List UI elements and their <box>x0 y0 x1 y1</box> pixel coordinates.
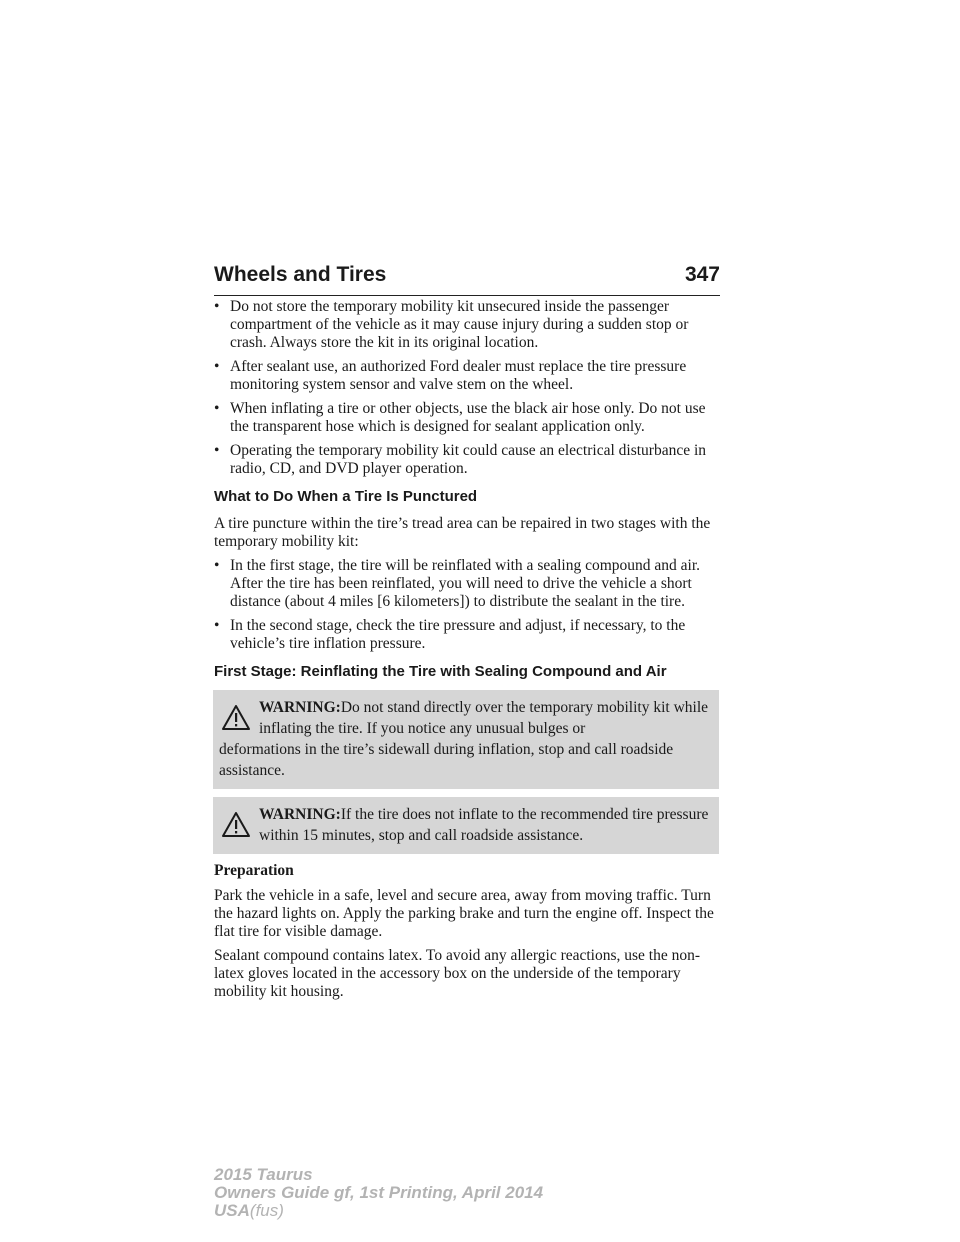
section-heading: What to Do When a Tire Is Punctured <box>214 488 478 505</box>
bullet-icon: • <box>214 298 220 315</box>
list-item: • Operating the temporary mobility kit could cause an electrical disturbance in radio, CD, and DVD player operation. <box>214 442 707 477</box>
page-footer <box>214 1166 543 1220</box>
page-content <box>214 298 724 1007</box>
warning-icon <box>221 704 251 731</box>
section-heading: First Stage: Reinflating the Tire with Sealing Compound and Air <box>214 663 667 680</box>
page-header <box>214 255 720 296</box>
bullet-icon: • <box>214 617 220 634</box>
list-item: • When inflating a tire or other objects, use the black air hose only. Do not use the transparent hose which is designed for sealant application only. <box>214 400 706 435</box>
list-item: • In the first stage, the tire will be reinflated with a sealing compound and air. After the tire has been reinflated, you will need to drive the vehicle a short distance (about 4 miles [6 kilometers]) to distribute the sealant in the tire. <box>214 557 701 610</box>
warning-label: WARNING: <box>259 699 341 716</box>
bullet-icon: • <box>214 442 220 459</box>
footer-line: Owners Guide gf, 1st Printing, April 2014 <box>214 1183 544 1202</box>
warning-icon <box>221 811 251 838</box>
paragraph: A tire puncture within the tire’s tread area can be repaired in two stages with the temporary mobility kit: <box>214 515 711 550</box>
bullet-icon: • <box>214 557 220 574</box>
footer-line: 2015 Taurus <box>214 1165 313 1184</box>
subheading: Preparation <box>214 862 294 879</box>
list-item: • Do not store the temporary mobility kit unsecured inside the passenger compartment of the vehicle as it may cause injury during a sudden stop or crash. Always store the kit in its original location. <box>214 298 689 351</box>
page-number: 347 <box>684 263 720 286</box>
paragraph: Park the vehicle in a safe, level and secure area, away from moving traffic. Turn the hazard lights on. Apply the parking brake and turn the engine off. Inspect the flat tire for visible damage. <box>214 887 714 940</box>
warning-text: deformations in the tire’s sidewall during inflation, stop and call roadside assistance. <box>219 741 674 779</box>
warning-text: Do not stand directly over the temporary mobility kit while inflating the tire. If you notice any unusual bulges or <box>259 699 708 737</box>
list-item: • After sealant use, an authorized Ford dealer must replace the tire pressure monitoring system sensor and valve stem on the wheel. <box>214 358 687 393</box>
paragraph: Sealant compound contains latex. To avoid any allergic reactions, use the non-latex gloves located in the accessory box on the underside of the temporary mobility kit housing. <box>214 947 701 1000</box>
list-item: • In the second stage, check the tire pressure and adjust, if necessary, to the vehicle’s tire inflation pressure. <box>214 617 686 652</box>
bullet-icon: • <box>214 400 220 417</box>
footer-line: USA(fus) <box>214 1201 284 1220</box>
warning-label: WARNING: <box>259 806 341 823</box>
page-title: Wheels and Tires <box>214 263 387 286</box>
warning-box <box>213 690 719 789</box>
bullet-icon: • <box>214 358 220 375</box>
warning-text: If the tire does not inflate to the recommended tire pressure within 15 minutes, stop and call roadside assistance. <box>259 806 709 844</box>
warning-box <box>213 797 719 854</box>
